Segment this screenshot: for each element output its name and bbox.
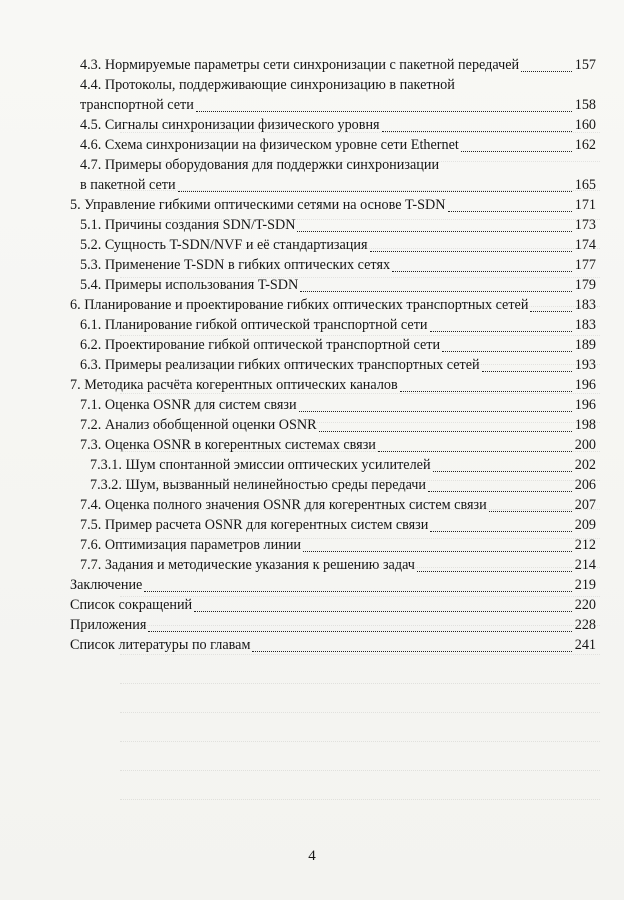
toc-entry-page: 179 <box>574 277 596 293</box>
toc-entry[interactable] <box>70 55 596 75</box>
toc-entry[interactable] <box>70 615 596 635</box>
toc-entry-page: 174 <box>574 237 596 253</box>
toc-entry-page: 206 <box>574 477 596 493</box>
toc-entry-title: 4.3. Нормируемые параметры сети синхронизации с пакетной передачей <box>80 57 520 73</box>
toc-entry-title: 6.3. Примеры реализации гибких оптических транспортных сетей <box>80 357 480 373</box>
toc-entry-title: 7.3. Оценка OSNR в когерентных системах связи <box>80 437 376 453</box>
toc-entry-title: 7.7. Задания и методические указания к решению задач <box>80 557 415 573</box>
toc-entry-page: 157 <box>574 57 596 73</box>
toc-entry[interactable] <box>70 75 596 115</box>
dot-leader <box>319 431 572 432</box>
toc-entry[interactable] <box>70 595 596 615</box>
dot-leader <box>400 391 572 392</box>
toc-entry-page: 202 <box>574 457 596 473</box>
toc-entry-page: 173 <box>574 217 596 233</box>
toc-entry[interactable] <box>70 295 596 315</box>
toc-entry-title: 7.2. Анализ обобщенной оценки OSNR <box>80 417 317 433</box>
toc-entry[interactable] <box>70 495 596 515</box>
dot-leader <box>530 311 571 312</box>
toc-entry-page: 207 <box>574 497 596 513</box>
dot-leader <box>194 611 572 612</box>
toc-entry-title: 4.7. Примеры оборудования для поддержки синхронизации <box>80 157 440 173</box>
toc-entry[interactable] <box>70 275 596 295</box>
dot-leader <box>430 531 571 532</box>
dot-leader <box>300 291 571 292</box>
dot-leader <box>433 471 572 472</box>
toc-entry-title: 5. Управление гибкими оптическими сетями на основе T-SDN <box>70 197 446 213</box>
dot-leader <box>178 191 572 192</box>
toc-entry[interactable] <box>70 355 596 375</box>
toc-entry-title: 4.4. Протоколы, поддерживающие синхронизацию в пакетной <box>80 77 455 93</box>
toc-entry[interactable] <box>70 115 596 135</box>
toc-entry-page: 241 <box>574 637 596 653</box>
toc-entry-title: 7.1. Оценка OSNR для систем связи <box>80 397 297 413</box>
toc-entry[interactable] <box>70 555 596 575</box>
toc-entry-page: 214 <box>574 557 596 573</box>
toc-entry-title: 5.2. Сущность T-SDN/NVF и её стандартизация <box>80 237 368 253</box>
dot-leader <box>417 571 572 572</box>
dot-leader <box>303 551 572 552</box>
toc-entry-title: Приложения <box>70 617 147 633</box>
dot-leader <box>196 111 572 112</box>
toc-entry[interactable] <box>70 455 596 475</box>
toc-entry-title: 5.3. Применение T-SDN в гибких оптических сетях <box>80 257 391 273</box>
toc-entry-page: 189 <box>574 337 596 353</box>
toc-entry-page: 177 <box>574 257 596 273</box>
toc-entry-title: Заключение <box>70 577 143 593</box>
toc-entry-page: 200 <box>574 437 596 453</box>
toc-entry[interactable] <box>70 195 596 215</box>
dot-leader <box>144 591 571 592</box>
toc-entry-page: 171 <box>574 197 596 213</box>
toc-entry-page: 183 <box>574 317 596 333</box>
toc-entry[interactable] <box>70 215 596 235</box>
toc-entry[interactable] <box>70 635 596 655</box>
dot-leader <box>299 411 572 412</box>
toc-entry-page: 228 <box>574 617 596 633</box>
toc-entry-title: 6.1. Планирование гибкой оптической транспортной сети <box>80 317 428 333</box>
dot-leader <box>252 651 571 652</box>
dot-leader <box>430 331 572 332</box>
toc-entry[interactable] <box>70 135 596 155</box>
toc-entry-title: 6.2. Проектирование гибкой оптической транспортной сети <box>80 337 441 353</box>
toc-entry[interactable] <box>70 155 596 195</box>
toc-entry[interactable] <box>70 575 596 595</box>
toc-entry-title: 5.1. Причины создания SDN/T-SDN <box>80 217 296 233</box>
dot-leader <box>448 211 572 212</box>
dot-leader <box>378 451 572 452</box>
toc-entry-page: 193 <box>574 357 596 373</box>
toc-entry-title-continuation: транспортной сети <box>80 97 194 113</box>
toc-entry-page: 212 <box>574 537 596 553</box>
toc-entry-title: 7.3.2. Шум, вызванный нелинейностью среды передачи <box>90 477 427 493</box>
dot-leader <box>370 251 572 252</box>
toc-entry-title: 7.5. Пример расчета OSNR для когерентных систем связи <box>80 517 429 533</box>
toc-entry-title: 7.4. Оценка полного значения OSNR для когерентных систем связи <box>80 497 487 513</box>
toc-entry-title: Список сокращений <box>70 597 193 613</box>
dot-leader <box>489 511 572 512</box>
toc-entry[interactable] <box>70 335 596 355</box>
page-number: 4 <box>308 848 316 864</box>
toc-entry-title: 7.6. Оптимизация параметров линии <box>80 537 302 553</box>
toc-entry-page: 220 <box>574 597 596 613</box>
toc-entry-page: 196 <box>574 397 596 413</box>
dot-leader <box>428 491 572 492</box>
toc-entry-page: 160 <box>574 117 596 133</box>
dot-leader <box>392 271 572 272</box>
table-of-contents <box>70 55 596 655</box>
toc-entry-title: 4.5. Сигналы синхронизации физического уровня <box>80 117 380 133</box>
dot-leader <box>461 151 572 152</box>
toc-entry[interactable] <box>70 315 596 335</box>
toc-entry-page: 162 <box>574 137 596 153</box>
toc-entry[interactable] <box>70 415 596 435</box>
toc-entry-title: Список литературы по главам <box>70 637 251 653</box>
toc-entry[interactable] <box>70 235 596 255</box>
toc-entry-title: 7. Методика расчёта когерентных оптических каналов <box>70 377 398 393</box>
dot-leader <box>297 231 571 232</box>
dot-leader <box>442 351 572 352</box>
toc-entry[interactable] <box>70 255 596 275</box>
toc-entry[interactable] <box>70 395 596 415</box>
dot-leader <box>148 631 571 632</box>
dot-leader <box>521 71 572 72</box>
toc-entry-title: 4.6. Схема синхронизации на физическом уровне сети Ethernet <box>80 137 459 153</box>
toc-entry-page: 183 <box>574 297 596 313</box>
toc-entry-page: 158 <box>574 97 596 113</box>
toc-entry-page: 219 <box>574 577 596 593</box>
toc-entry[interactable] <box>70 375 596 395</box>
dot-leader <box>482 371 572 372</box>
toc-entry-page: 198 <box>574 417 596 433</box>
toc-entry-page: 209 <box>574 517 596 533</box>
toc-entry-title: 5.4. Примеры использования T-SDN <box>80 277 299 293</box>
toc-entry[interactable] <box>70 435 596 455</box>
toc-entry[interactable] <box>70 475 596 495</box>
toc-entry-page: 165 <box>574 177 596 193</box>
toc-entry[interactable] <box>70 535 596 555</box>
toc-entry-title-continuation: в пакетной сети <box>80 177 176 193</box>
dot-leader <box>382 131 572 132</box>
toc-entry-title: 6. Планирование и проектирование гибких оптических транспортных сетей <box>70 297 529 313</box>
toc-entry-title: 7.3.1. Шум спонтанной эмиссии оптических усилителей <box>90 457 431 473</box>
toc-entry-page: 196 <box>574 377 596 393</box>
toc-entry[interactable] <box>70 515 596 535</box>
